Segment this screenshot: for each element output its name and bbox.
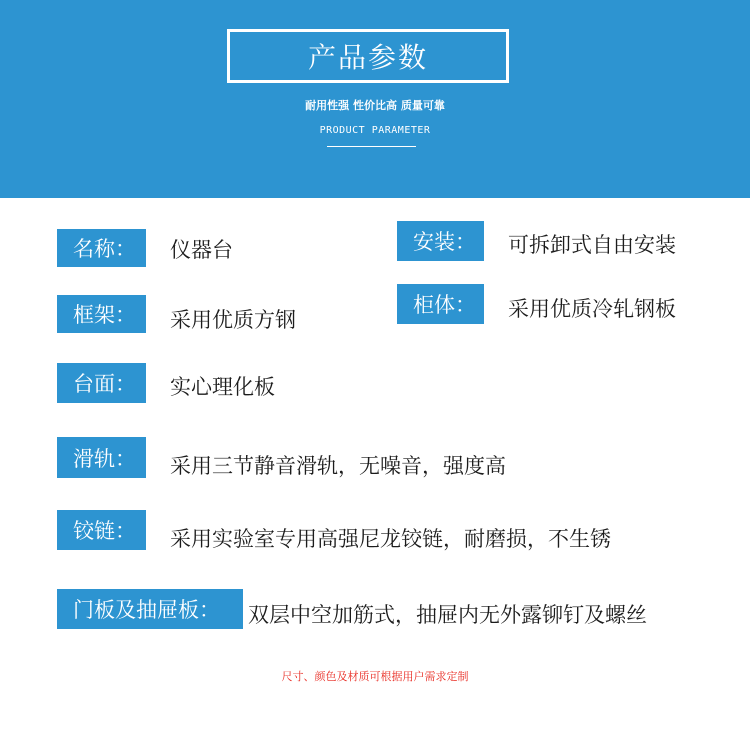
spec-value-cabinet: 采用优质冷轧钢板 — [508, 297, 676, 321]
spec-label-name: 名称： — [57, 229, 146, 267]
spec-value-install: 可拆卸式自由安装 — [508, 233, 676, 257]
spec-value-hinge: 采用实验室专用高强尼龙铰链，耐磨损，不生锈 — [170, 527, 611, 551]
spec-value-slide: 采用三节静音滑轨，无噪音，强度高 — [170, 454, 506, 478]
spec-label-install: 安装： — [397, 221, 484, 261]
spec-label-hinge: 铰链： — [57, 510, 146, 550]
subtitle-divider — [327, 146, 416, 147]
spec-label-slide: 滑轨： — [57, 437, 146, 478]
tagline: 耐用性强 性价比高 质量可靠 — [305, 99, 445, 112]
spec-label-door: 门板及抽屉板： — [57, 589, 243, 629]
spec-value-frame: 采用优质方钢 — [170, 308, 296, 332]
page-title: 产品参数 — [227, 29, 509, 83]
spec-value-name: 仪器台 — [170, 238, 233, 262]
header-banner — [0, 0, 750, 198]
customization-note: 尺寸、颜色及材质可根据用户需求定制 — [281, 670, 469, 683]
spec-value-door: 双层中空加筋式，抽屉内无外露铆钉及螺丝 — [248, 603, 647, 627]
spec-label-cabinet: 柜体： — [397, 284, 484, 324]
spec-label-frame: 框架： — [57, 295, 146, 333]
subtitle-english: PRODUCT PARAMETER — [319, 125, 431, 136]
spec-label-tabletop: 台面： — [57, 363, 146, 403]
spec-value-tabletop: 实心理化板 — [170, 375, 275, 399]
